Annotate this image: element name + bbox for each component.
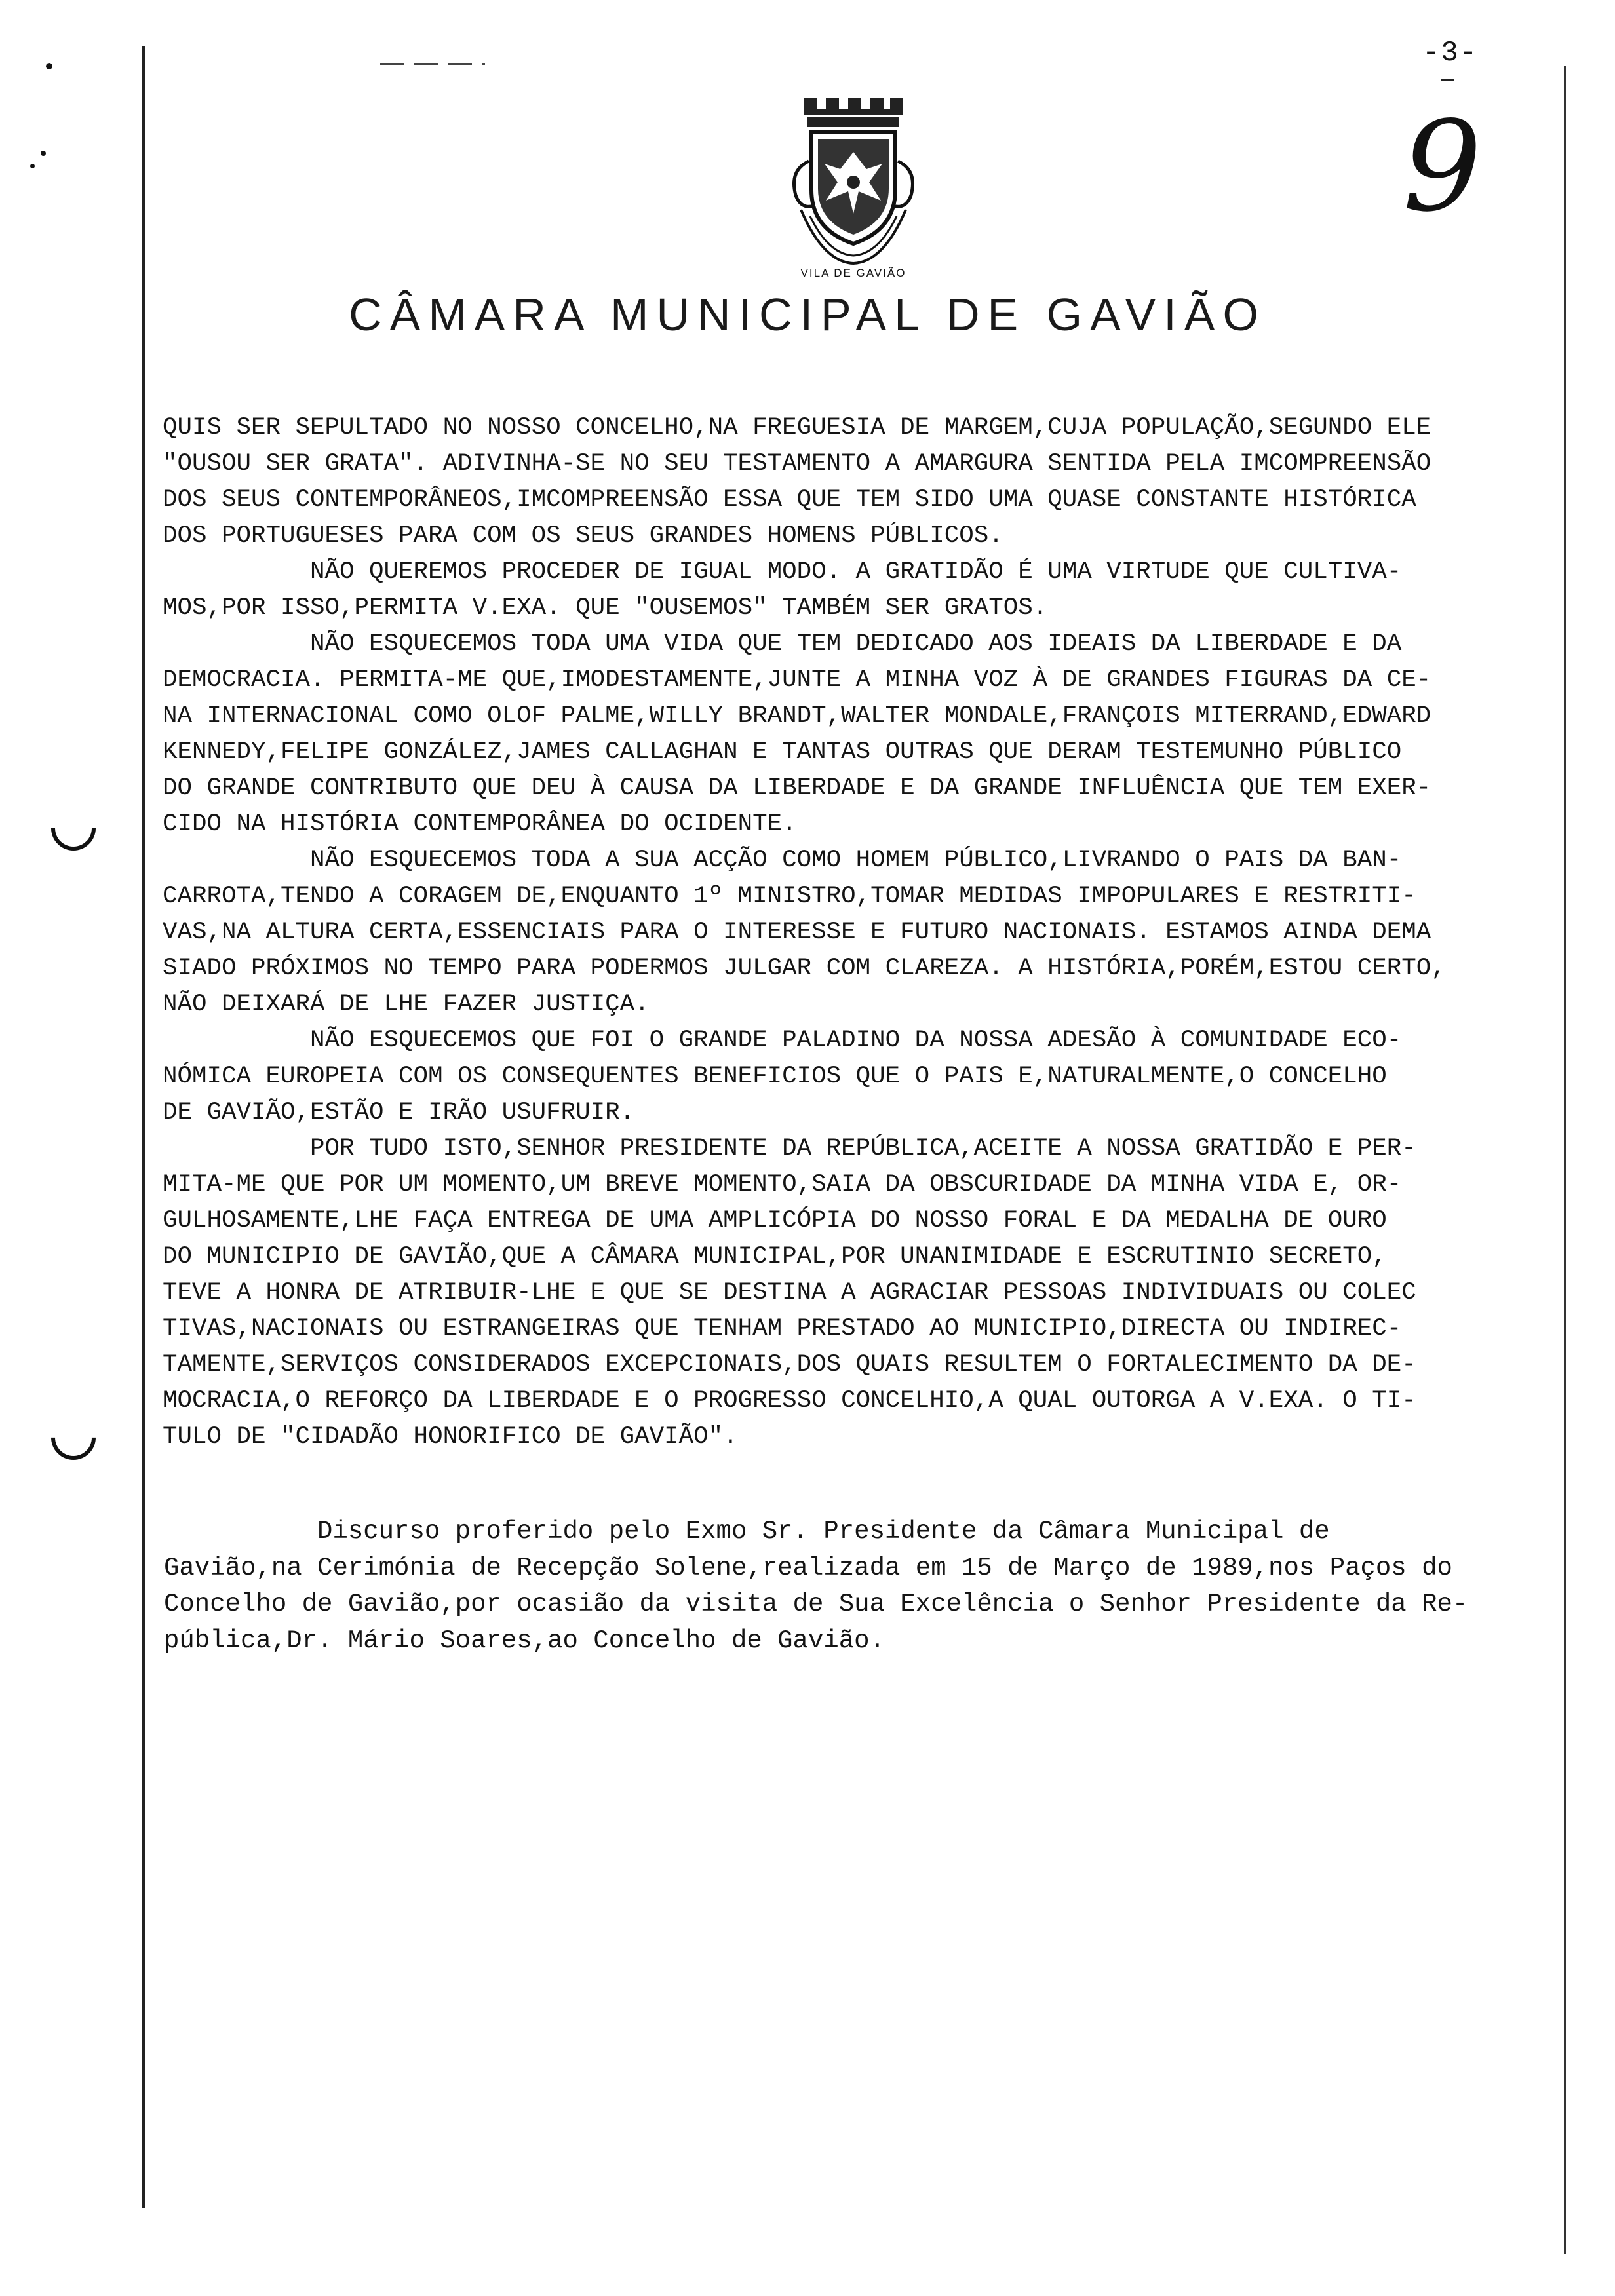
text-line: NÃO QUEREMOS PROCEDER DE IGUAL MODO. A GRATIDÃO É UMA VIRTUDE QUE CULTIVA- [163,558,1402,586]
text-line: DE GAVIÃO,ESTÃO E IRÃO USUFRUIR. [163,1099,635,1126]
top-dash-mark [380,63,485,65]
hole-punch-mark [42,797,105,860]
text-line: CIDO NA HISTÓRIA CONTEMPORÂNEA DO OCIDENTE. [163,811,797,838]
text-line: Discurso proferido pelo Exmo Sr. Presidente da Câmara Municipal de [164,1517,1330,1546]
text-line: TEVE A HONRA DE ATRIBUIR-LHE E QUE SE DESTINA A AGRACIAR PESSOAS INDIVIDUAIS OU COLEC [163,1279,1416,1307]
punch-dot [30,164,35,168]
mural-crown-icon [804,98,903,127]
text-line: VAS,NA ALTURA CERTA,ESSENCIAIS PARA O INTERESSE E FUTURO NACIONAIS. ESTAMOS AINDA DEMA [163,919,1431,946]
speech-body [163,410,1565,1455]
text-line: SIADO PRÓXIMOS NO TEMPO PARA PODERMOS JULGAR COM CLAREZA. A HISTÓRIA,PORÉM,ESTOU CERTO, [163,955,1446,982]
institution-name: CÂMARA MUNICIPAL DE GAVIÃO [349,289,1266,340]
text-line: "OUSOU SER GRATA". ADIVINHA-SE NO SEU TESTAMENTO A AMARGURA SENTIDA PELA IMCOMPREENSÃO [163,450,1431,478]
page-number-underline [1441,79,1454,81]
text-line: Concelho de Gavião,por ocasião da visita de Sua Excelência o Senhor Presidente da Re- [164,1590,1468,1618]
text-line: CARROTA,TENDO A CORAGEM DE,ENQUANTO 1º MINISTRO,TOMAR MEDIDAS IMPOPULARES E RESTRITI- [163,883,1416,910]
text-line: GULHOSAMENTE,LHE FAÇA ENTREGA DE UMA AMPLICÓPIA DO NOSSO FORAL E DA MEDALHA DE OURO [163,1207,1387,1234]
closing-note [164,1514,1566,1659]
text-line: DO MUNICIPIO DE GAVIÃO,QUE A CÂMARA MUNICIPAL,POR UNANIMIDADE E ESCRUTINIO SECRETO, [163,1243,1387,1271]
text-line: TIVAS,NACIONAIS OU ESTRANGEIRAS QUE TENHAM PRESTADO AO MUNICIPIO,DIRECTA OU INDIREC- [163,1315,1402,1343]
text-line: DEMOCRACIA. PERMITA-ME QUE,IMODESTAMENTE,JUNTE A MINHA VOZ À DE GRANDES FIGURAS DA CE- [163,666,1431,694]
text-line: KENNEDY,FELIPE GONZÁLEZ,JAMES CALLAGHAN E TANTAS OUTRAS QUE DERAM TESTEMUNHO PÚBLICO [163,738,1402,766]
text-line: MOS,POR ISSO,PERMITA V.EXA. QUE "OUSEMOS" TAMBÉM SER GRATOS. [163,594,1048,622]
text-line: NÃO ESQUECEMOS TODA A SUA ACÇÃO COMO HOMEM PÚBLICO,LIVRANDO O PAIS DA BAN- [163,847,1402,874]
punch-dot [41,151,46,156]
text-line: DOS SEUS CONTEMPORÂNEOS,IMCOMPREENSÃO ESSA QUE TEM SIDO UMA QUASE CONSTANTE HISTÓRICA [163,486,1416,514]
left-margin-rule [142,46,145,2208]
text-line: NÓMICA EUROPEIA COM OS CONSEQUENTES BENEFICIOS QUE O PAIS E,NATURALMENTE,O CONCELHO [163,1063,1387,1090]
text-line: TULO DE "CIDADÃO HONORIFICO DE GAVIÃO". [163,1423,738,1451]
text-line: MOCRACIA,O REFORÇO DA LIBERDADE E O PROGRESSO CONCELHIO,A QUAL OUTORGA A V.EXA. O TI- [163,1387,1416,1415]
svg-text:VILA DE GAVIÃO: VILA DE GAVIÃO [800,267,906,279]
text-line: NA INTERNACIONAL COMO OLOF PALME,WILLY BRANDT,WALTER MONDALE,FRANÇOIS MITERRAND,EDWARD [163,702,1431,730]
text-line: NÃO ESQUECEMOS TODA UMA VIDA QUE TEM DEDICADO AOS IDEAIS DA LIBERDADE E DA [163,630,1402,658]
punch-dot [46,63,52,69]
text-line: DO GRANDE CONTRIBUTO QUE DEU À CAUSA DA LIBERDADE E DA GRANDE INFLUÊNCIA QUE TEM EXER- [163,775,1431,802]
page-number: -3- [1422,37,1479,69]
text-line: NÃO ESQUECEMOS QUE FOI O GRANDE PALADINO DA NOSSA ADESÃO À COMUNIDADE ECO- [163,1027,1402,1054]
text-line: MITA-ME QUE POR UM MOMENTO,UM BREVE MOMENTO,SAIA DA OBSCURIDADE DA MINHA VIDA E, OR- [163,1171,1402,1198]
handwritten-folio-number: 9 [1403,94,1482,239]
text-line: NÃO DEIXARÁ DE LHE FAZER JUSTIÇA. [163,991,650,1018]
text-line: QUIS SER SEPULTADO NO NOSSO CONCELHO,NA FREGUESIA DE MARGEM,CUJA POPULAÇÃO,SEGUNDO ELE [163,414,1431,442]
municipal-crest-logo [777,98,929,282]
text-line: Gavião,na Cerimónia de Recepção Solene,realizada em 15 de Março de 1989,nos Paços do [164,1553,1452,1582]
text-line: DOS PORTUGUESES PARA COM OS SEUS GRANDES HOMENS PÚBLICOS. [163,522,1003,550]
text-line: POR TUDO ISTO,SENHOR PRESIDENTE DA REPÚBLICA,ACEITE A NOSSA GRATIDÃO E PER- [163,1135,1416,1162]
text-line: TAMENTE,SERVIÇOS CONSIDERADOS EXCEPCIONAIS,DOS QUAIS RESULTEM O FORTALECIMENTO DA DE- [163,1351,1416,1379]
hole-punch-mark [42,1406,105,1469]
text-line: pública,Dr. Mário Soares,ao Concelho de Gavião. [164,1626,885,1655]
